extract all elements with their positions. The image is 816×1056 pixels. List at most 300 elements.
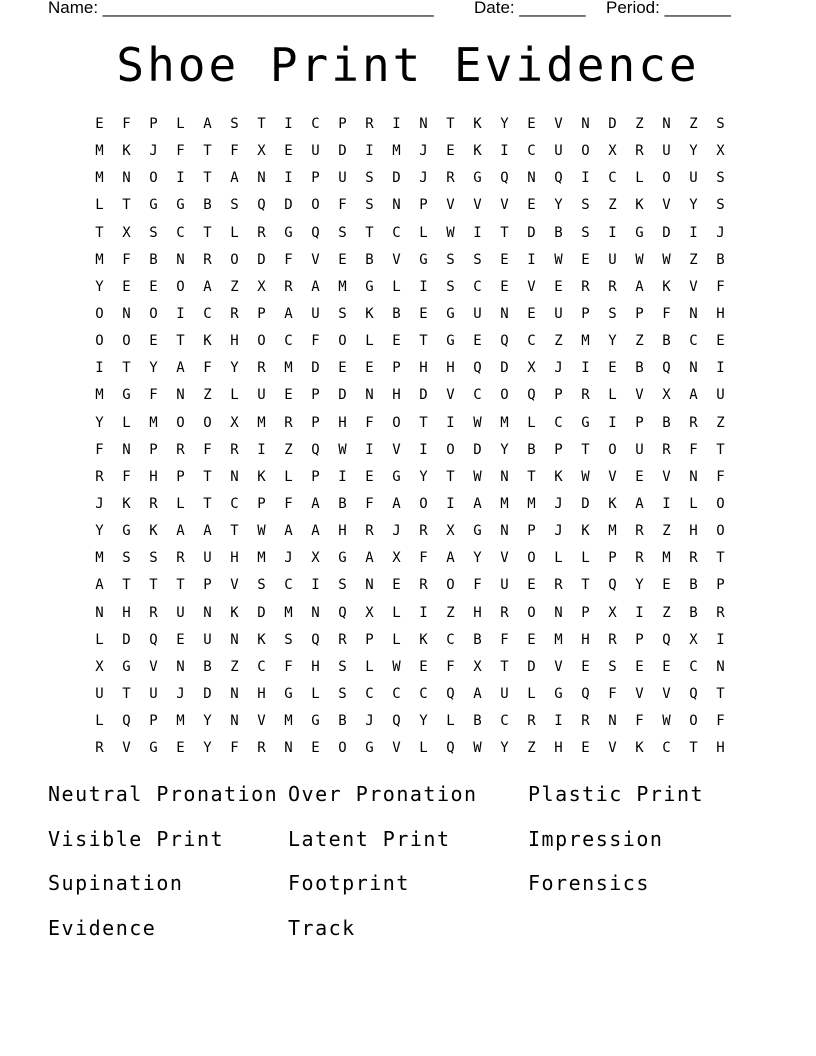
grid-letter[interactable]: N	[365, 577, 374, 594]
grid-letter[interactable]: M	[500, 414, 509, 431]
grid-letter[interactable]: I	[284, 170, 293, 187]
grid-letter[interactable]: Z	[284, 441, 293, 458]
grid-letter[interactable]: F	[95, 441, 104, 458]
grid-letter[interactable]: F	[608, 685, 617, 702]
grid-letter[interactable]: B	[716, 251, 725, 268]
grid-letter[interactable]: G	[176, 197, 185, 214]
grid-letter[interactable]: E	[338, 251, 347, 268]
grid-letter[interactable]: A	[176, 523, 185, 540]
grid-letter[interactable]: X	[311, 550, 320, 567]
grid-letter[interactable]: P	[581, 604, 590, 621]
grid-letter[interactable]: C	[554, 414, 563, 431]
grid-letter[interactable]: F	[716, 713, 725, 730]
grid-letter[interactable]: B	[203, 658, 212, 675]
grid-letter[interactable]: N	[230, 713, 239, 730]
grid-letter[interactable]: V	[392, 441, 401, 458]
grid-letter[interactable]: S	[608, 658, 617, 675]
grid-letter[interactable]: A	[635, 495, 644, 512]
grid-letter[interactable]: O	[662, 170, 671, 187]
grid-letter[interactable]: Q	[149, 631, 158, 648]
grid-letter[interactable]: T	[257, 116, 266, 132]
grid-letter[interactable]: R	[608, 631, 617, 648]
grid-letter[interactable]: N	[122, 441, 131, 458]
grid-letter[interactable]: R	[338, 631, 347, 648]
grid-letter[interactable]: S	[446, 278, 455, 295]
grid-letter[interactable]: E	[581, 658, 590, 675]
grid-letter[interactable]: C	[284, 333, 293, 350]
grid-letter[interactable]: K	[257, 468, 266, 485]
grid-letter[interactable]: Q	[392, 713, 401, 730]
grid-letter[interactable]: I	[716, 360, 725, 377]
grid-letter[interactable]: I	[608, 414, 617, 431]
grid-letter[interactable]: T	[581, 441, 590, 458]
grid-letter[interactable]: P	[176, 468, 185, 485]
grid-letter[interactable]: Q	[662, 631, 671, 648]
grid-letter[interactable]: T	[365, 224, 374, 241]
grid-letter[interactable]: G	[581, 414, 590, 431]
grid-letter[interactable]: G	[635, 224, 644, 241]
grid-letter[interactable]: E	[419, 305, 428, 322]
grid-letter[interactable]: Q	[473, 360, 482, 377]
grid-letter[interactable]: N	[176, 387, 185, 404]
grid-letter[interactable]: H	[554, 740, 563, 757]
grid-letter[interactable]: Z	[635, 116, 644, 132]
grid-letter[interactable]: E	[284, 387, 293, 404]
grid-letter[interactable]: C	[473, 278, 482, 295]
grid-letter[interactable]: K	[635, 740, 644, 757]
grid-letter[interactable]: H	[311, 658, 320, 675]
grid-letter[interactable]: S	[230, 197, 239, 214]
grid-letter[interactable]: O	[581, 143, 590, 160]
grid-letter[interactable]: E	[527, 116, 536, 132]
grid-letter[interactable]: B	[635, 360, 644, 377]
grid-letter[interactable]: K	[122, 143, 131, 160]
grid-letter[interactable]: A	[311, 278, 320, 295]
grid-letter[interactable]: O	[257, 333, 266, 350]
grid-letter[interactable]: G	[311, 713, 320, 730]
grid-letter[interactable]: G	[365, 278, 374, 295]
grid-letter[interactable]: N	[122, 305, 131, 322]
grid-letter[interactable]: P	[149, 441, 158, 458]
grid-letter[interactable]: F	[284, 251, 293, 268]
grid-letter[interactable]: Q	[311, 631, 320, 648]
grid-letter[interactable]: R	[365, 116, 374, 132]
grid-letter[interactable]: V	[608, 468, 617, 485]
grid-letter[interactable]: R	[257, 740, 266, 757]
grid-letter[interactable]: X	[608, 143, 617, 160]
grid-letter[interactable]: M	[257, 414, 266, 431]
grid-letter[interactable]: X	[257, 143, 266, 160]
grid-letter[interactable]: E	[365, 468, 374, 485]
grid-letter[interactable]: D	[284, 197, 293, 214]
date-field[interactable]: Date: _______	[474, 0, 586, 17]
grid-letter[interactable]: J	[716, 224, 725, 241]
grid-letter[interactable]: O	[716, 523, 725, 540]
grid-letter[interactable]: O	[500, 387, 509, 404]
grid-letter[interactable]: E	[149, 278, 158, 295]
grid-letter[interactable]: Q	[446, 740, 455, 757]
grid-letter[interactable]: N	[95, 604, 104, 621]
grid-letter[interactable]: M	[662, 550, 671, 567]
grid-letter[interactable]: W	[473, 414, 482, 431]
grid-letter[interactable]: R	[635, 143, 644, 160]
grid-letter[interactable]: I	[554, 713, 563, 730]
grid-letter[interactable]: Y	[500, 441, 509, 458]
grid-letter[interactable]: R	[365, 523, 374, 540]
grid-letter[interactable]: P	[716, 577, 725, 594]
grid-letter[interactable]: V	[446, 387, 455, 404]
grid-letter[interactable]: T	[419, 333, 428, 350]
grid-letter[interactable]: P	[554, 441, 563, 458]
grid-letter[interactable]: T	[716, 550, 725, 567]
grid-letter[interactable]: W	[662, 713, 671, 730]
grid-letter[interactable]: I	[689, 224, 698, 241]
grid-letter[interactable]: F	[230, 740, 239, 757]
grid-letter[interactable]: E	[581, 740, 590, 757]
grid-letter[interactable]: K	[635, 197, 644, 214]
grid-letter[interactable]: T	[176, 333, 185, 350]
grid-letter[interactable]: H	[716, 740, 725, 757]
grid-letter[interactable]: Z	[446, 604, 455, 621]
grid-letter[interactable]: S	[716, 116, 725, 132]
grid-letter[interactable]: R	[149, 495, 158, 512]
grid-letter[interactable]: E	[608, 360, 617, 377]
grid-letter[interactable]: U	[149, 685, 158, 702]
grid-letter[interactable]: N	[230, 685, 239, 702]
grid-letter[interactable]: L	[608, 387, 617, 404]
grid-letter[interactable]: E	[122, 278, 131, 295]
grid-letter[interactable]: L	[527, 685, 536, 702]
grid-letter[interactable]: M	[284, 713, 293, 730]
grid-letter[interactable]: R	[581, 278, 590, 295]
grid-letter[interactable]: V	[635, 387, 644, 404]
grid-letter[interactable]: I	[176, 305, 185, 322]
grid-letter[interactable]: D	[203, 685, 212, 702]
grid-letter[interactable]: R	[446, 170, 455, 187]
grid-letter[interactable]: T	[95, 224, 104, 241]
grid-letter[interactable]: E	[365, 360, 374, 377]
grid-letter[interactable]: S	[716, 170, 725, 187]
grid-letter[interactable]: Y	[500, 740, 509, 757]
grid-letter[interactable]: L	[365, 658, 374, 675]
grid-letter[interactable]: Y	[554, 197, 563, 214]
grid-letter[interactable]: I	[95, 360, 104, 377]
grid-letter[interactable]: R	[581, 387, 590, 404]
grid-letter[interactable]: C	[689, 658, 698, 675]
grid-letter[interactable]: J	[419, 170, 428, 187]
grid-letter[interactable]: R	[419, 523, 428, 540]
grid-letter[interactable]: M	[527, 495, 536, 512]
grid-letter[interactable]: T	[527, 468, 536, 485]
grid-letter[interactable]: Y	[635, 577, 644, 594]
grid-letter[interactable]: U	[338, 170, 347, 187]
grid-letter[interactable]: K	[365, 305, 374, 322]
grid-letter[interactable]: G	[392, 468, 401, 485]
grid-letter[interactable]: B	[473, 713, 482, 730]
grid-letter[interactable]: W	[257, 523, 266, 540]
grid-letter[interactable]: L	[284, 468, 293, 485]
grid-letter[interactable]: F	[230, 143, 239, 160]
grid-letter[interactable]: R	[527, 713, 536, 730]
grid-letter[interactable]: N	[554, 604, 563, 621]
grid-letter[interactable]: D	[338, 143, 347, 160]
grid-letter[interactable]: Q	[662, 360, 671, 377]
grid-letter[interactable]: T	[446, 468, 455, 485]
grid-letter[interactable]: I	[392, 116, 401, 132]
grid-letter[interactable]: H	[338, 414, 347, 431]
grid-letter[interactable]: T	[122, 360, 131, 377]
grid-letter[interactable]: P	[149, 713, 158, 730]
grid-letter[interactable]: L	[419, 224, 428, 241]
grid-letter[interactable]: L	[527, 414, 536, 431]
grid-letter[interactable]: I	[473, 224, 482, 241]
grid-letter[interactable]: N	[419, 116, 428, 132]
grid-letter[interactable]: G	[473, 170, 482, 187]
grid-letter[interactable]: F	[716, 468, 725, 485]
grid-letter[interactable]: N	[257, 170, 266, 187]
grid-letter[interactable]: C	[689, 333, 698, 350]
grid-letter[interactable]: S	[338, 577, 347, 594]
grid-letter[interactable]: J	[95, 495, 104, 512]
grid-letter[interactable]: S	[716, 197, 725, 214]
grid-letter[interactable]: C	[365, 685, 374, 702]
grid-letter[interactable]: M	[284, 360, 293, 377]
grid-letter[interactable]: C	[392, 685, 401, 702]
grid-letter[interactable]: K	[122, 495, 131, 512]
grid-letter[interactable]: B	[689, 604, 698, 621]
grid-letter[interactable]: P	[365, 631, 374, 648]
grid-letter[interactable]: A	[203, 278, 212, 295]
grid-letter[interactable]: I	[635, 604, 644, 621]
grid-letter[interactable]: R	[284, 414, 293, 431]
grid-letter[interactable]: Y	[689, 197, 698, 214]
grid-letter[interactable]: G	[446, 333, 455, 350]
grid-letter[interactable]: H	[230, 333, 239, 350]
grid-letter[interactable]: P	[527, 523, 536, 540]
grid-letter[interactable]: D	[500, 360, 509, 377]
grid-letter[interactable]: Y	[203, 740, 212, 757]
grid-letter[interactable]: N	[311, 604, 320, 621]
grid-letter[interactable]: M	[95, 143, 104, 160]
grid-letter[interactable]: R	[689, 414, 698, 431]
grid-letter[interactable]: R	[230, 305, 239, 322]
grid-letter[interactable]: E	[311, 740, 320, 757]
grid-letter[interactable]: N	[230, 468, 239, 485]
grid-letter[interactable]: J	[149, 143, 158, 160]
grid-letter[interactable]: C	[311, 116, 320, 132]
grid-letter[interactable]: M	[95, 251, 104, 268]
grid-letter[interactable]: O	[338, 333, 347, 350]
grid-letter[interactable]: L	[392, 604, 401, 621]
grid-letter[interactable]: A	[446, 550, 455, 567]
grid-letter[interactable]: P	[635, 414, 644, 431]
grid-letter[interactable]: D	[311, 360, 320, 377]
grid-letter[interactable]: R	[662, 441, 671, 458]
grid-letter[interactable]: M	[257, 550, 266, 567]
grid-letter[interactable]: P	[419, 197, 428, 214]
grid-letter[interactable]: N	[122, 170, 131, 187]
grid-letter[interactable]: R	[257, 224, 266, 241]
grid-letter[interactable]: S	[122, 550, 131, 567]
grid-letter[interactable]: G	[338, 550, 347, 567]
grid-letter[interactable]: S	[581, 197, 590, 214]
grid-letter[interactable]: U	[554, 305, 563, 322]
grid-letter[interactable]: N	[203, 604, 212, 621]
grid-letter[interactable]: I	[608, 224, 617, 241]
grid-letter[interactable]: A	[203, 116, 212, 132]
grid-letter[interactable]: N	[689, 305, 698, 322]
grid-letter[interactable]: T	[203, 495, 212, 512]
grid-letter[interactable]: M	[500, 495, 509, 512]
grid-letter[interactable]: Z	[608, 197, 617, 214]
grid-letter[interactable]: F	[635, 713, 644, 730]
grid-letter[interactable]: F	[689, 441, 698, 458]
grid-letter[interactable]: V	[662, 685, 671, 702]
grid-letter[interactable]: H	[716, 305, 725, 322]
grid-letter[interactable]: L	[392, 278, 401, 295]
grid-letter[interactable]: K	[581, 523, 590, 540]
grid-letter[interactable]: V	[230, 577, 239, 594]
grid-letter[interactable]: W	[635, 251, 644, 268]
grid-letter[interactable]: E	[716, 333, 725, 350]
grid-letter[interactable]: B	[392, 305, 401, 322]
grid-letter[interactable]: D	[608, 116, 617, 132]
grid-letter[interactable]: N	[716, 658, 725, 675]
grid-letter[interactable]: V	[662, 468, 671, 485]
grid-letter[interactable]: Q	[311, 224, 320, 241]
grid-letter[interactable]: H	[149, 468, 158, 485]
grid-letter[interactable]: R	[203, 251, 212, 268]
grid-letter[interactable]: W	[446, 224, 455, 241]
grid-letter[interactable]: C	[662, 740, 671, 757]
grid-letter[interactable]: R	[257, 360, 266, 377]
grid-letter[interactable]: V	[257, 713, 266, 730]
grid-letter[interactable]: O	[716, 495, 725, 512]
grid-letter[interactable]: J	[392, 523, 401, 540]
grid-letter[interactable]: T	[716, 685, 725, 702]
grid-letter[interactable]: O	[338, 740, 347, 757]
grid-letter[interactable]: J	[365, 713, 374, 730]
grid-letter[interactable]: F	[662, 305, 671, 322]
grid-letter[interactable]: O	[527, 604, 536, 621]
grid-letter[interactable]: G	[554, 685, 563, 702]
grid-letter[interactable]: N	[608, 713, 617, 730]
grid-letter[interactable]: Q	[500, 333, 509, 350]
grid-letter[interactable]: L	[95, 197, 104, 214]
grid-letter[interactable]: A	[176, 360, 185, 377]
grid-letter[interactable]: O	[527, 550, 536, 567]
grid-letter[interactable]: E	[338, 360, 347, 377]
grid-letter[interactable]: I	[338, 468, 347, 485]
grid-letter[interactable]: X	[446, 523, 455, 540]
grid-letter[interactable]: M	[554, 631, 563, 648]
grid-letter[interactable]: P	[608, 550, 617, 567]
grid-letter[interactable]: W	[581, 468, 590, 485]
grid-letter[interactable]: V	[311, 251, 320, 268]
grid-letter[interactable]: Y	[689, 143, 698, 160]
grid-letter[interactable]: Z	[635, 333, 644, 350]
grid-letter[interactable]: M	[338, 278, 347, 295]
grid-letter[interactable]: L	[95, 631, 104, 648]
grid-letter[interactable]: S	[581, 224, 590, 241]
grid-letter[interactable]: V	[500, 550, 509, 567]
grid-letter[interactable]: R	[689, 550, 698, 567]
grid-letter[interactable]: X	[122, 224, 131, 241]
grid-letter[interactable]: K	[230, 604, 239, 621]
grid-letter[interactable]: S	[338, 305, 347, 322]
grid-letter[interactable]: W	[473, 468, 482, 485]
grid-letter[interactable]: L	[176, 116, 185, 132]
grid-letter[interactable]: N	[365, 387, 374, 404]
grid-letter[interactable]: E	[95, 116, 104, 132]
grid-letter[interactable]: E	[662, 658, 671, 675]
grid-letter[interactable]: P	[554, 387, 563, 404]
grid-letter[interactable]: F	[365, 414, 374, 431]
grid-letter[interactable]: M	[581, 333, 590, 350]
grid-letter[interactable]: F	[716, 278, 725, 295]
period-field[interactable]: Period: _______	[606, 0, 731, 17]
grid-letter[interactable]: R	[554, 577, 563, 594]
grid-letter[interactable]: Y	[230, 360, 239, 377]
grid-letter[interactable]: N	[500, 305, 509, 322]
grid-letter[interactable]: A	[689, 387, 698, 404]
grid-letter[interactable]: E	[176, 631, 185, 648]
grid-letter[interactable]: I	[284, 116, 293, 132]
grid-letter[interactable]: O	[203, 414, 212, 431]
grid-letter[interactable]: H	[338, 523, 347, 540]
grid-letter[interactable]: T	[122, 197, 131, 214]
grid-letter[interactable]: U	[203, 550, 212, 567]
grid-letter[interactable]: F	[176, 143, 185, 160]
grid-letter[interactable]: B	[149, 251, 158, 268]
grid-letter[interactable]: S	[338, 685, 347, 702]
grid-letter[interactable]: U	[311, 143, 320, 160]
grid-letter[interactable]: V	[500, 197, 509, 214]
grid-letter[interactable]: O	[311, 197, 320, 214]
grid-letter[interactable]: A	[392, 495, 401, 512]
grid-letter[interactable]: B	[662, 333, 671, 350]
grid-letter[interactable]: T	[176, 577, 185, 594]
grid-letter[interactable]: N	[500, 468, 509, 485]
grid-letter[interactable]: Y	[473, 550, 482, 567]
grid-letter[interactable]: X	[473, 658, 482, 675]
grid-letter[interactable]: F	[311, 333, 320, 350]
grid-letter[interactable]: E	[581, 251, 590, 268]
grid-letter[interactable]: Y	[95, 278, 104, 295]
grid-letter[interactable]: C	[446, 631, 455, 648]
grid-letter[interactable]: A	[203, 523, 212, 540]
grid-letter[interactable]: V	[635, 685, 644, 702]
grid-letter[interactable]: B	[473, 631, 482, 648]
grid-letter[interactable]: S	[257, 577, 266, 594]
grid-letter[interactable]: X	[257, 278, 266, 295]
grid-letter[interactable]: O	[230, 251, 239, 268]
grid-letter[interactable]: Y	[203, 713, 212, 730]
grid-letter[interactable]: K	[419, 631, 428, 648]
grid-letter[interactable]: O	[122, 333, 131, 350]
grid-letter[interactable]: L	[230, 387, 239, 404]
grid-letter[interactable]: F	[122, 468, 131, 485]
grid-letter[interactable]: G	[419, 251, 428, 268]
grid-letter[interactable]: G	[149, 740, 158, 757]
grid-letter[interactable]: V	[527, 278, 536, 295]
grid-letter[interactable]: E	[446, 143, 455, 160]
grid-letter[interactable]: A	[284, 305, 293, 322]
grid-letter[interactable]: L	[95, 713, 104, 730]
grid-letter[interactable]: R	[581, 713, 590, 730]
grid-letter[interactable]: E	[176, 740, 185, 757]
grid-letter[interactable]: D	[473, 441, 482, 458]
